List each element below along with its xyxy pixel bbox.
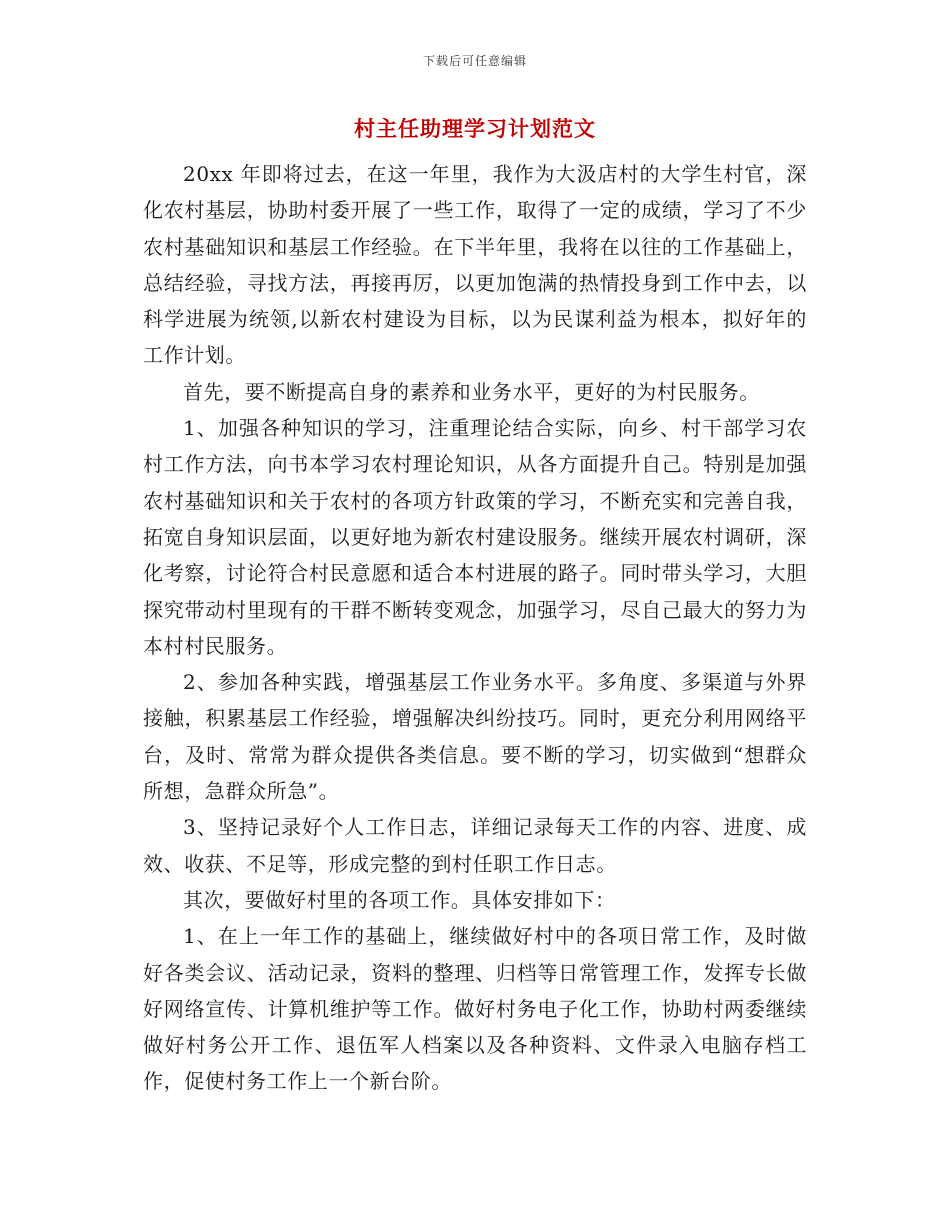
document-title: 村主任助理学习计划范文 [354,116,596,141]
paragraph-second-point: 其次，要做好村里的各项工作。具体安排如下： [183,887,616,912]
paragraph-intro: 20xx 年即将过去，在这一年里，我作为大汲店村的大学生村官，深化农村基层，协助村委开展了一些工作，取得了一定的成绩，学习了不少农村基础知识和基层工作经验。在下半年里，我将在以往的工作基础上，总结经验，寻找方法，再接再厉，以更加饱满的热情投身到工作中去，以科学进展为统领,以新农村建设为目标，以为民谋利益为根本，拟好年的工作计划。 [143,162,807,368]
paragraph-item-3-log: 3、坚持记录好个人工作日志，详细记录每天工作的内容、进度、成效、收获、不足等，形成完整的到村任职工作日志。 [143,815,807,876]
document-body [143,156,807,1100]
paragraph-item-2-practice: 2、参加各种实践，增强基层工作业务水平。多角度、多渠道与外界接触，积累基层工作经验，增强解决纠纷技巧。同时，更充分利用网络平台，及时、常常为群众提供各类信息。要不断的学习，切实做到“想群众所想，急群众所急”。 [143,670,807,804]
paragraph-first-point: 首先，要不断提高自身的素养和业务水平，更好的为村民服务。 [183,379,760,404]
paragraph-item-1-daily-work: 1、在上一年工作的基础上，继续做好村中的各项日常工作，及时做好各类会议、活动记录，资料的整理、归档等日常管理工作，发挥专长做好网络宣传、计算机维护等工作。做好村务电子化工作，协助村两委继续做好村务公开工作、退伍军人档案以及各种资料、文件录入电脑存档工作，促使村务工作上一个新台阶。 [143,924,807,1094]
paragraph-item-1-study: 1、加强各种知识的学习，注重理论结合实际，向乡、村干部学习农村工作方法，向书本学习农村理论知识，从各方面提升自己。特别是加强农村基础知识和关于农村的各项方针政策的学习，不断充实和完善自我，拓宽自身知识层面，以更好地为新农村建设服务。继续开展农村调研，深化考察，讨论符合村民意愿和适合本村进展的路子。同时带头学习，大胆探究带动村里现有的干群不断转变观念，加强学习，尽自己最大的努力为本村村民服务。 [143,416,807,658]
page-header-note: 下载后可任意编辑 [422,54,527,68]
